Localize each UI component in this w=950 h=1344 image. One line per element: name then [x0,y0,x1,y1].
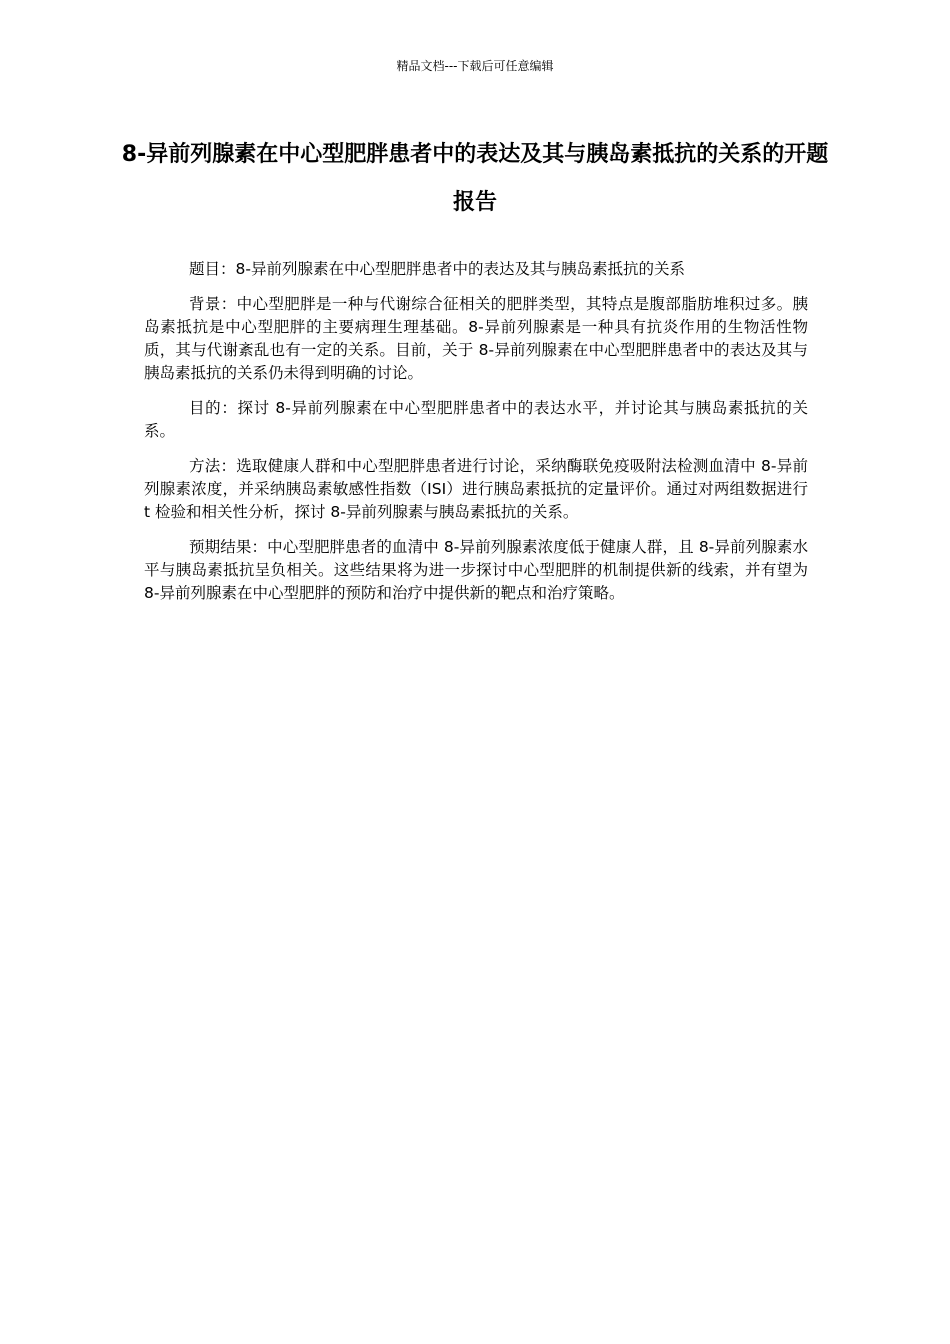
paragraph-topic: 题目：8-异前列腺素在中心型肥胖患者中的表达及其与胰岛素抵抗的关系 [189,260,685,278]
paragraph-methods: 方法：选取健康人群和中心型肥胖患者进行讨论，采纳酶联免疫吸附法检测血清中 8-异前列腺素浓度，并采纳胰岛素敏感性指数（ISI）进行胰岛素抵抗的定量评价。通过对两组数据进行 t 检验和相关性分析，探讨 8-异前列腺素与胰岛素抵抗的关系。 [144,457,808,521]
document-body [144,258,808,617]
document-title: 8-异前列腺素在中心型肥胖患者中的表达及其与胰岛素抵抗的关系的开题报告 [121,142,829,215]
paragraph-expected-results: 预期结果：中心型肥胖患者的血清中 8-异前列腺素浓度低于健康人群，且 8-异前列腺素水平与胰岛素抵抗呈负相关。这些结果将为进一步探讨中心型肥胖的机制提供新的线索，并有望为 8-异前列腺素在中心型肥胖的预防和治疗中提供新的靶点和治疗策略。 [144,538,808,602]
page-header: 精品文档---下载后可任意编辑 [396,59,554,73]
paragraph-background: 背景：中心型肥胖是一种与代谢综合征相关的肥胖类型，其特点是腹部脂肪堆积过多。胰岛素抵抗是中心型肥胖的主要病理生理基础。8-异前列腺素是一种具有抗炎作用的生物活性物质，其与代谢紊乱也有一定的关系。目前，关于 8-异前列腺素在中心型肥胖患者中的表达及其与胰岛素抵抗的关系仍未得到明确的讨论。 [144,295,808,382]
paragraph-objective: 目的：探讨 8-异前列腺素在中心型肥胖患者中的表达水平，并讨论其与胰岛素抵抗的关系。 [144,399,808,440]
